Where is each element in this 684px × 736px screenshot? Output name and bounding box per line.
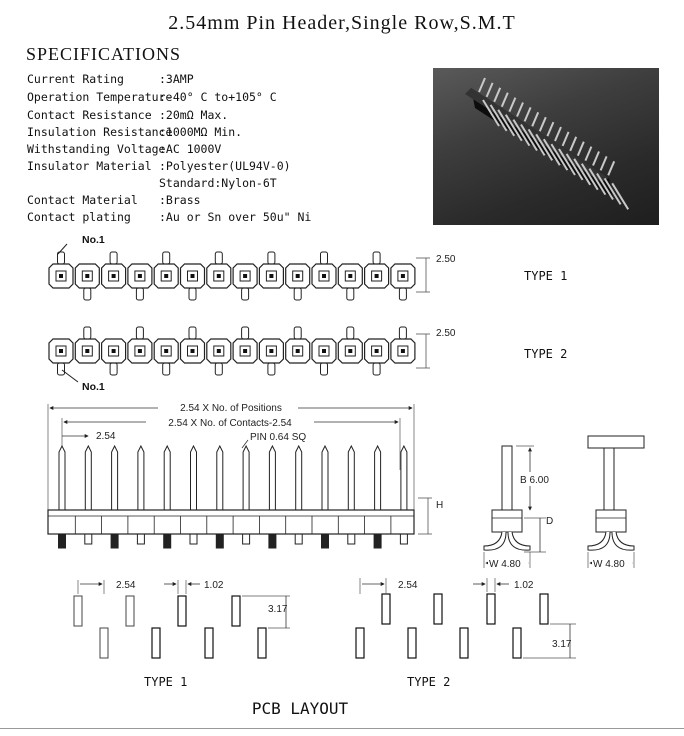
pcb-type2-label: TYPE 2 [407, 675, 451, 689]
spec-value: :3AMP [159, 72, 194, 86]
no1-label-top: No.1 [82, 234, 105, 246]
front-pin-foot [295, 534, 302, 544]
front-pin-foot [59, 534, 66, 548]
pin-dot [191, 349, 195, 353]
pin-dot [296, 274, 300, 278]
pin-tab [347, 327, 354, 339]
pin-tab [373, 363, 380, 375]
front-pin [375, 446, 381, 510]
no1-label-bottom: No.1 [82, 381, 105, 393]
dim-w1: W 4.80 [489, 559, 521, 570]
pin-dot [269, 349, 273, 353]
spec-label: Withstanding Voltage [27, 142, 166, 156]
pin-dot [296, 349, 300, 353]
page-title: 2.54mm Pin Header,Single Row,S.M.T [168, 12, 516, 34]
pin-dot [59, 274, 63, 278]
front-pin [243, 446, 249, 510]
end-view [588, 436, 644, 570]
front-pin [59, 446, 65, 510]
spec-label: Insulator Material [27, 159, 152, 173]
pin-dot [401, 349, 405, 353]
spec-label: Current Rating [27, 72, 124, 86]
pin-dot [217, 274, 221, 278]
spec-value: :-40° C to+105° C [159, 90, 277, 104]
pin-tab [84, 288, 91, 300]
pin-dot [164, 349, 168, 353]
spec-value: Standard:Nylon-6T [159, 176, 277, 190]
spec-value: :Polyester(UL94V-0) [159, 159, 291, 173]
pin-dot [112, 349, 116, 353]
pcb-height-left: 3.17 [268, 604, 288, 615]
pin-tab [268, 363, 275, 375]
pin-dot [348, 349, 352, 353]
side-view [484, 446, 564, 570]
pin-tab [215, 252, 222, 264]
front-view [48, 400, 443, 548]
front-pin [322, 446, 328, 510]
pin-tab [399, 327, 406, 339]
dim-w2: W 4.80 [593, 559, 625, 570]
spec-label: Contact Material [27, 193, 138, 207]
pin-dot [401, 274, 405, 278]
front-pin [348, 446, 354, 510]
pin-tab [189, 327, 196, 339]
front-pin-foot [374, 534, 381, 548]
pin-dot [243, 274, 247, 278]
pin-dot [138, 274, 142, 278]
dim-pin: PIN 0.64 SQ [250, 432, 307, 443]
type2-top-view [49, 327, 567, 393]
pcb-width-left: 1.02 [204, 580, 224, 591]
front-pin [164, 446, 170, 510]
front-pin [191, 446, 197, 510]
pin-dot [243, 349, 247, 353]
pcb-pitch-left: 2.54 [116, 580, 136, 591]
pin-tab [268, 252, 275, 264]
pin-tab [163, 363, 170, 375]
spec-value: :Brass [159, 193, 201, 207]
pin-tab [347, 288, 354, 300]
front-pin-foot [243, 534, 250, 544]
spec-label: Contact plating [27, 210, 131, 224]
front-pin-foot [269, 534, 276, 548]
front-pin [85, 446, 91, 510]
pin-dot [138, 349, 142, 353]
pin-tab [84, 327, 91, 339]
spec-label: Insulation Resistance [27, 125, 173, 139]
dim-h: H [436, 500, 444, 511]
spec-label: Contact Resistance [27, 108, 152, 122]
pin-dot [191, 274, 195, 278]
front-pin-foot [164, 534, 171, 548]
front-pin [217, 446, 223, 510]
pin-dot [322, 274, 326, 278]
pin-tab [242, 327, 249, 339]
front-pin-foot [322, 534, 329, 548]
front-pin-foot [216, 534, 223, 548]
front-pin [296, 446, 302, 510]
pin-tab [399, 288, 406, 300]
dim-contacts: 2.54 X No. of Contacts-2.54 [168, 418, 292, 429]
front-pin-foot [137, 534, 144, 544]
front-pin [138, 446, 144, 510]
dim-positions: 2.54 X No. of Positions [180, 403, 282, 414]
front-pin-foot [85, 534, 92, 544]
spec-value: :Au or Sn over 50u" Ni [159, 210, 312, 224]
pcb-layout-type2 [356, 578, 576, 689]
front-pin-foot [400, 534, 407, 544]
pin-dot [375, 349, 379, 353]
pin-tab [189, 288, 196, 300]
pin-dot [322, 349, 326, 353]
pin-dot [85, 274, 89, 278]
pin-dot [269, 274, 273, 278]
front-pin-foot [348, 534, 355, 544]
pin-dot [112, 274, 116, 278]
front-pin [269, 446, 275, 510]
pin-tab [163, 252, 170, 264]
pin-tab [136, 288, 143, 300]
pin-dot [59, 349, 63, 353]
bottom-divider [0, 728, 684, 729]
pin-tab [373, 252, 380, 264]
dim-pitch: 2.54 [96, 431, 116, 442]
specifications-heading: SPECIFICATIONS [26, 44, 182, 64]
pin-tab [58, 363, 65, 375]
no1-leader-bottom [62, 370, 78, 382]
type1-top-view [49, 234, 567, 300]
spec-value: :1000MΩ Min. [159, 125, 243, 139]
spec-value: :AC 1000V [159, 142, 222, 156]
pin-dot [217, 349, 221, 353]
pin-dot [348, 274, 352, 278]
front-pin-foot [111, 534, 118, 548]
pcb-type1-label: TYPE 1 [144, 675, 188, 689]
pin-tab [136, 327, 143, 339]
dim-b: B 6.00 [520, 475, 549, 486]
spec-label: Operation Temperature [27, 90, 173, 104]
type1-label: TYPE 1 [524, 269, 568, 283]
dim-type1-height: 2.50 [436, 254, 456, 265]
pcb-width-right: 1.02 [514, 580, 534, 591]
pin-tab [110, 252, 117, 264]
pin-tab [321, 252, 328, 264]
front-pin [401, 446, 407, 510]
dim-d: D [546, 516, 554, 527]
type2-label: TYPE 2 [524, 347, 568, 361]
pin-dot [85, 349, 89, 353]
pcb-layout-title: PCB LAYOUT [251, 699, 349, 718]
pin-tab [294, 327, 301, 339]
pcb-layout-type1 [74, 580, 290, 689]
dim-type2-height: 2.50 [436, 328, 456, 339]
pin-dot [164, 274, 168, 278]
front-pin-foot [190, 534, 197, 544]
front-pin [112, 446, 118, 510]
pcb-pitch-right: 2.54 [398, 580, 418, 591]
spec-value: :20mΩ Max. [159, 108, 229, 122]
pin-tab [110, 363, 117, 375]
pin-tab [321, 363, 328, 375]
pin-dot [375, 274, 379, 278]
pin-tab [242, 288, 249, 300]
pin-tab [294, 288, 301, 300]
pin-tab [215, 363, 222, 375]
pcb-height-right: 3.17 [552, 639, 572, 650]
